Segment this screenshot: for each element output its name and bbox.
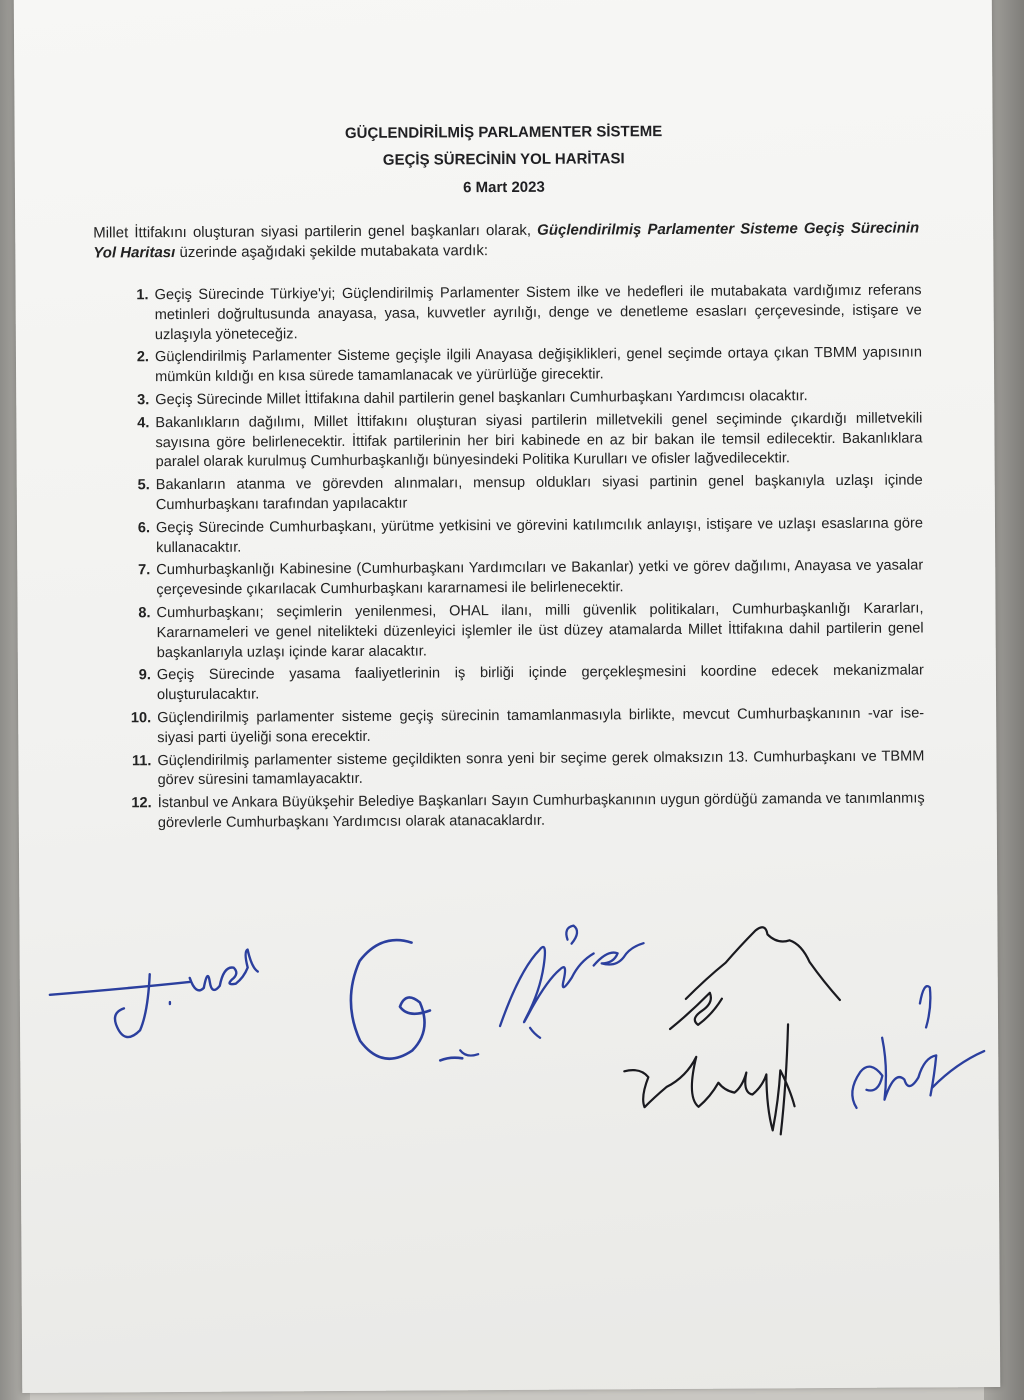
agreement-list [116,281,925,837]
list-item [117,472,923,517]
list-item-text: Geçiş Sürecinde Millet İttifakına dahil partilerin genel başkanları Cumhurbaşkanı Yardımcısı olacaktır. [155,388,808,409]
document-page [14,0,1001,1393]
list-item [116,409,922,473]
list-item-number: 12. [131,795,152,812]
list-item [119,790,925,835]
list-item [116,386,922,411]
list-item [116,344,922,389]
list-item-number: 3. [137,392,150,409]
list-item [118,747,924,792]
list-item-text: Bakanlıkların dağılımı, Millet İttifakını oluşturan siyasi partilerin milletvekili genel seçiminde çıkardığı milletvekili sayısına göre belirlenecektir. İttifak partilerinin her biri kabinede en az bir bakan ile temsil edilecektir. Bakanlıklara paralel olarak kurulmuş Cumhurbaşkanlığı bünyesindeki Politika Kurulları ve ofisler lağvedilecektir. [155,410,923,471]
list-item-text: Güçlendirilmiş parlamenter sisteme geçiş sürecinin tamamlanmasıyla birlikte, mevcut Cumhurbaşkanının -var ise- siyasi parti üyeliği sona erecektir. [157,705,925,746]
list-item-number: 4. [137,414,150,432]
list-item-number: 8. [138,605,151,622]
list-item-text: Geçiş Sürecinde Türkiye'yi; Güçlendirilmiş Parlamenter Sistem ilke ve hedefleri ile mutabakata vardığımız referans metinleri doğrultusunda anayasa, yasa, kuvvetler ayrılığı, denge ve denetleme esasları çerçevesinde, istişare ve uzlaşıyla yöneteceğiz. [154,282,922,343]
list-item [117,514,923,559]
list-item-number: 1. [136,287,149,304]
list-item-text: Cumhurbaşkanı; seçimlerin yenilenmesi, OHAL ilanı, milli güvenlik politikaları, Cumhurbaşkanlığı Kararları, Kararnameleri ve genel nitelikteki düzenleyici işlemler ile üst düzey atamalarda Millet İttifakına dahil partilerin genel başkanlarıyla uzlaşı içinde karar alacaktır. [156,600,924,661]
list-item-text: Güçlendirilmiş Parlamenter Sisteme geçişle ilgili Anayasa değişiklikleri, genel seçimde ortaya çıkan TBMM yapısının mümkün kıldığı en kısa sürede tamamlanacak ve yürürlüğe girecektir. [154,344,922,386]
document-title-line-2: GEÇİŞ SÜRECİNİN YOL HARİTASI [382,150,625,169]
intro-suffix: üzerinde aşağıdaki şekilde mutabakata vardık: [175,242,489,262]
intro-paragraph [93,218,919,263]
signature-3 [499,925,644,1038]
signature-4 [623,927,840,1136]
signature-area [19,907,999,1213]
list-item-number: 9. [138,667,151,684]
list-item-number: 2. [136,349,150,366]
signature-1 [50,950,259,1038]
list-item-number: 5. [137,477,150,494]
signatures-svg [19,907,999,1213]
list-item-number: 6. [137,519,151,537]
document-date: 6 Mart 2023 [463,178,545,197]
list-item [118,704,924,749]
list-item-number: 11. [131,752,152,769]
list-item [118,662,924,707]
signature-5 [852,986,985,1108]
intro-prefix: Millet İttifakını oluşturan siyasi partilerin genel başkanları olarak, [93,221,538,242]
list-item-number: 7. [138,562,151,579]
list-item-text: Bakanların atanma ve görevden alınmaları, mensup oldukları siyasi partinin genel başkanıyla uzlaşı içinde Cumhurbaşkanı tarafından yapılacaktır [155,472,923,514]
list-item-text: Geçiş Sürecinde yasama faaliyetlerinin iş birliği içinde gerçekleşmesini koordine edecek mekanizmalar oluşturulacaktır. [156,662,924,704]
list-item-text: Güçlendirilmiş parlamenter sisteme geçildikten sonra yeni bir seçime gerek olmaksızın 13. Cumhurbaşkanı ve TBMM görev süresini tamamlayacaktır. [157,747,925,789]
signature-2 [351,940,463,1061]
list-item-text: Geçiş Sürecinde Cumhurbaşkanı, yürütme yetkisini ve görevini katılımcılık anlayışı, istişare ve uzlaşı esaslarına göre kullanacaktır. [155,515,924,556]
list-item-text: İstanbul ve Ankara Büyükşehir Belediye Başkanları Sayın Cumhurbaşkanının uygun gördüğü zamanda ve tanımlanmış görevlerle Cumhurbaşkanı Yardımcısı olarak atanacaklardır. [157,790,925,832]
list-item [117,599,923,663]
list-item [117,557,923,602]
signature-6 [460,1050,478,1055]
document-title-line-1: GÜÇLENDİRİLMİŞ PARLAMENTER SİSTEME [344,123,663,142]
intro-emphasis: Güçlendirilmiş Parlamenter Sisteme Geçiş Sürecinin Yol Haritası [93,219,920,262]
list-item-text: Cumhurbaşkanlığı Kabinesine (Cumhurbaşkanı Yardımcıları ve Bakanlar) yetki ve görev dağılımı, Anayasa ve yasalar çerçevesinde çıkarılacak Cumhurbaşkanı kararnamesi ile belirlenecektir. [156,557,924,599]
list-item [116,281,922,345]
list-item-number: 10. [130,710,152,727]
